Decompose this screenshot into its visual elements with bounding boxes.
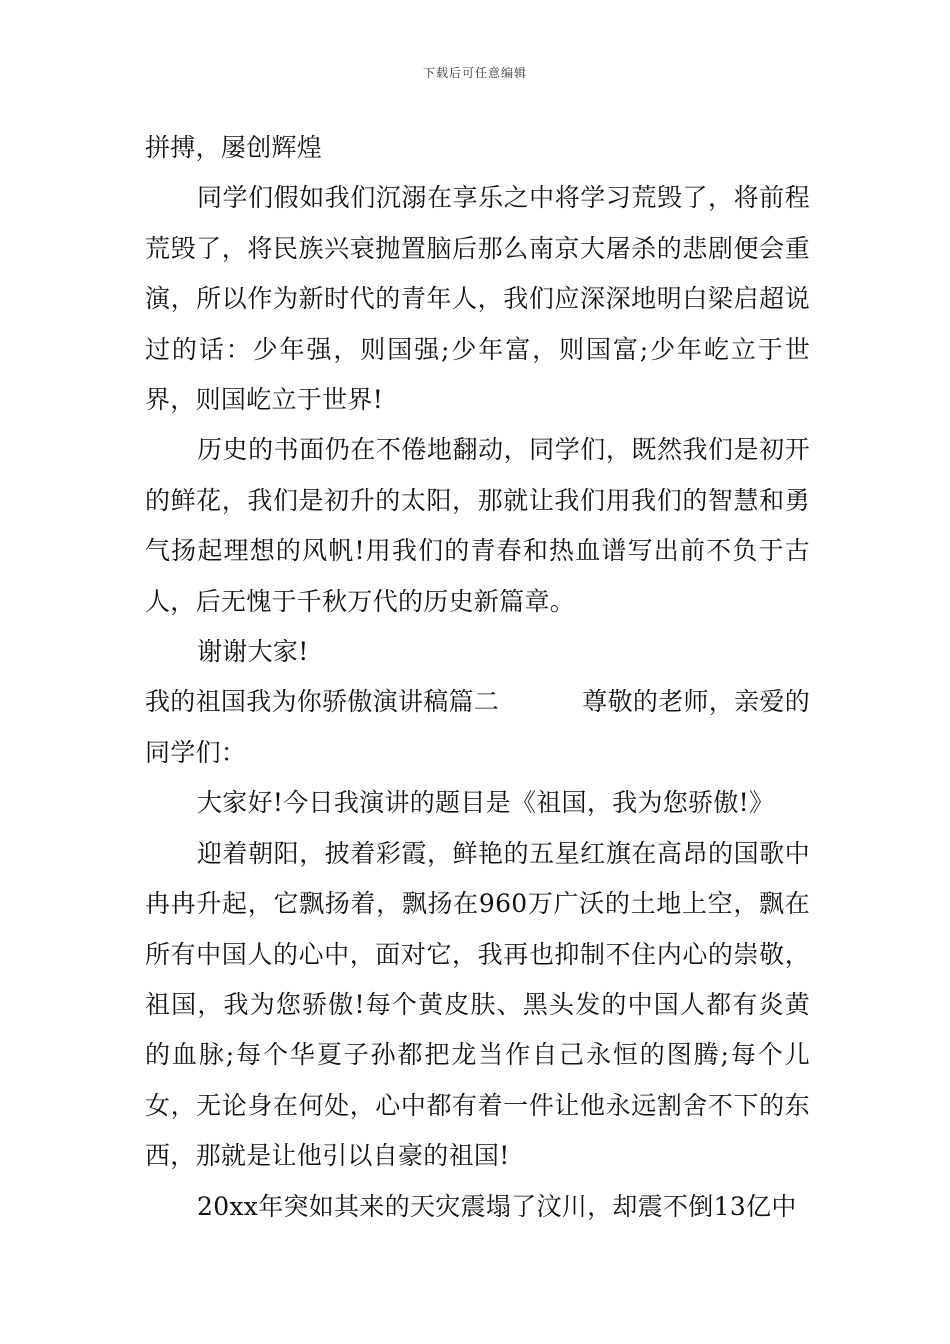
greeting: 尊敬的老师，亲爱的 xyxy=(582,687,810,717)
section-title-line xyxy=(145,677,810,727)
paragraph: 大家好!今日我演讲的题目是《祖国，我为您骄傲!》 xyxy=(197,788,775,818)
document-body xyxy=(145,123,810,1232)
page-header: 下载后可任意编辑 xyxy=(422,66,527,80)
paragraph: 拼搏，屡创辉煌 xyxy=(145,133,323,162)
section-title: 我的祖国我为你骄傲演讲稿篇二 xyxy=(145,687,500,717)
paragraph: 迎着朝阳，披着彩霞，鲜艳的五星红旗在高昂的国歌中冉冉升起，它飘扬着，飘扬在960万广沃的土地上空，飘在所有中国人的心中，面对它，我再也抑制不住内心的崇敬，祖国，我为您骄傲!每个黄皮肤、黑头发的中国人都有炎黄的血脉;每个华夏子孙都把龙当作自己永恒的图腾;每个儿女，无论身在何处，心中都有着一件让他永远割舍不下的东西，那就是让他引以自豪的祖国! xyxy=(145,838,810,1171)
paragraph: 同学们假如我们沉溺在享乐之中将学习荒毁了，将前程荒毁了，将民族兴衰抛置脑后那么南京大屠杀的悲剧便会重演，所以作为新时代的青年人，我们应深深地明白梁启超说过的话：少年强，则国强;少年富，则国富;少年屹立于世界，则国屹立于世界! xyxy=(145,183,810,415)
paragraph: 20xx年突如其来的天灾震塌了汶川，却震不倒13亿中 xyxy=(197,1191,797,1221)
paragraph: 历史的书面仍在不倦地翻动，同学们，既然我们是初开的鲜花，我们是初升的太阳，那就让我们用我们的智慧和勇气扬起理想的风帆!用我们的青春和热血谱写出前不负于古人，后无愧于千秋万代的历史新篇章。 xyxy=(145,435,810,616)
greeting-continued: 同学们： xyxy=(145,737,247,767)
paragraph: 谢谢大家! xyxy=(197,637,309,667)
